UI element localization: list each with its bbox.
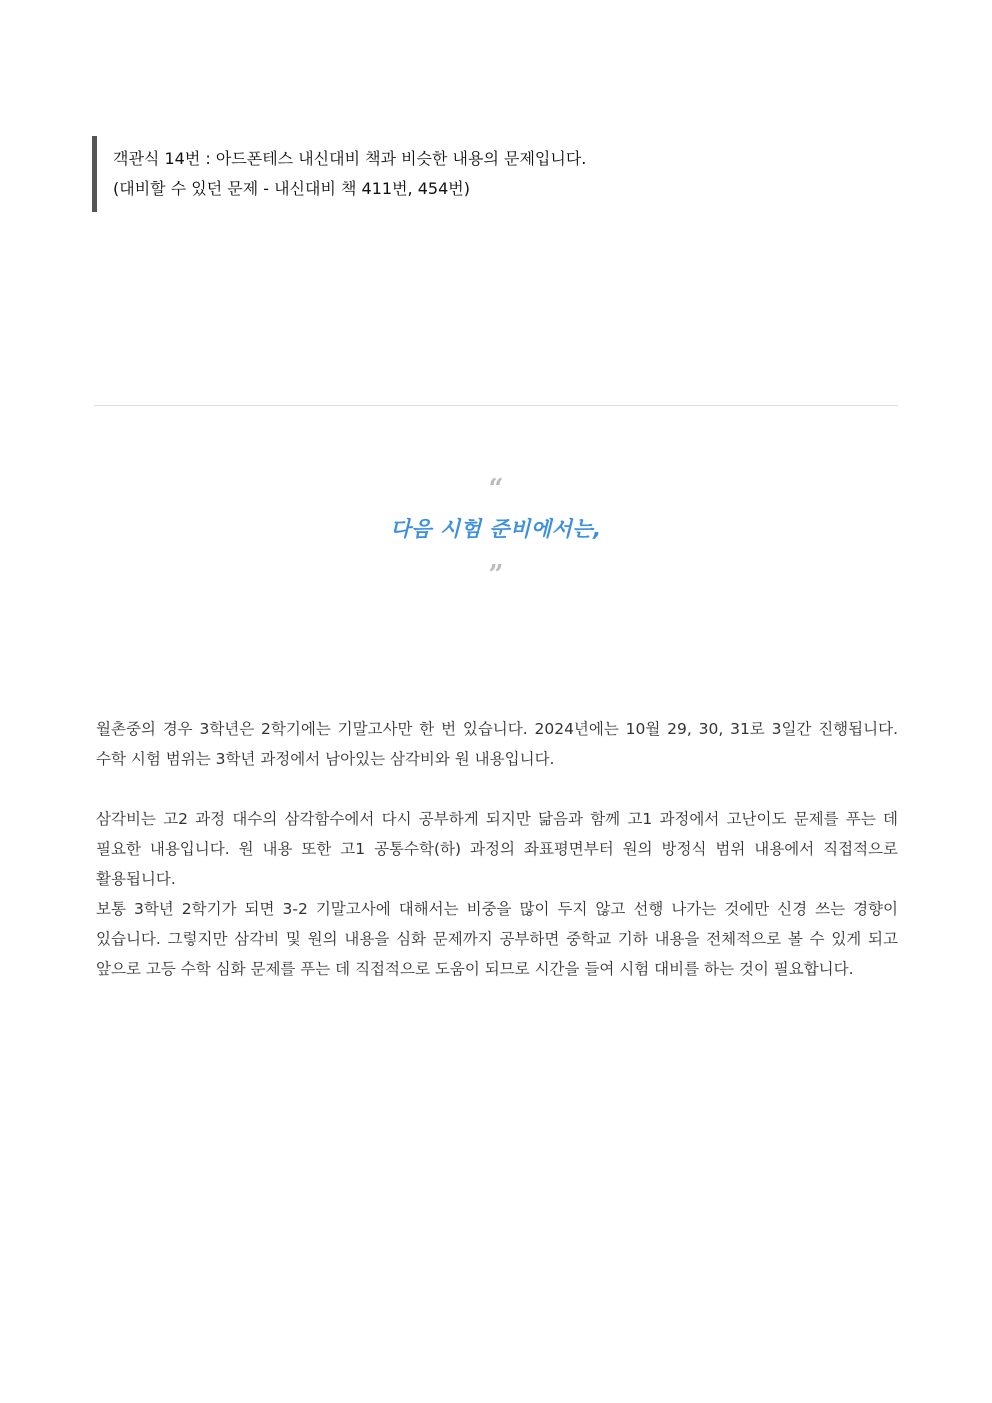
pull-quote-text: 다음 시험 준비에서는,	[390, 517, 602, 541]
exam-note-line-2: (대비할 수 있던 문제 - 내신대비 책 411번, 454번)	[113, 179, 470, 198]
exam-note-line-1: 객관식 14번 : 아드폰테스 내신대비 책과 비슷한 내용의 문제입니다.	[113, 149, 587, 168]
body-paragraph-2: 삼각비는 고2 과정 대수의 삼각함수에서 다시 공부하게 되지만 닮음과 함께 고1 과정에서 고난이도 문제를 푸는 데 필요한 내용입니다. 원 내용 또한 고1 공통수학(하) 과정의 좌표평면부터 원의 방정식 범위 내용에서 직접적으로 활용됩니다.	[96, 810, 898, 888]
section-divider	[94, 405, 898, 406]
body-paragraph-3: 보통 3학년 2학기가 되면 3-2 기말고사에 대해서는 비중을 많이 두지 않고 선행 나가는 것에만 신경 쓰는 경향이 있습니다. 그렇지만 삼각비 및 원의 내용을 심화 문제까지 공부하면 중학교 기하 내용을 전체적으로 볼 수 있게 되고 앞으로 고등 수학 심화 문제를 푸는 데 직접적으로 도움이 되므로 시간을 들여 시험 대비를 하는 것이 필요합니다.	[96, 900, 898, 978]
close-quote-icon: ”	[488, 560, 504, 590]
exam-note-blockquote	[92, 136, 872, 212]
body-paragraph-1: 월촌중의 경우 3학년은 2학기에는 기말고사만 한 번 있습니다. 2024년에는 10월 29, 30, 31로 3일간 진행됩니다. 수학 시험 범위는 3학년 과정에서 남아있는 삼각비와 원 내용입니다.	[96, 720, 898, 768]
open-quote-icon: “	[488, 474, 504, 504]
